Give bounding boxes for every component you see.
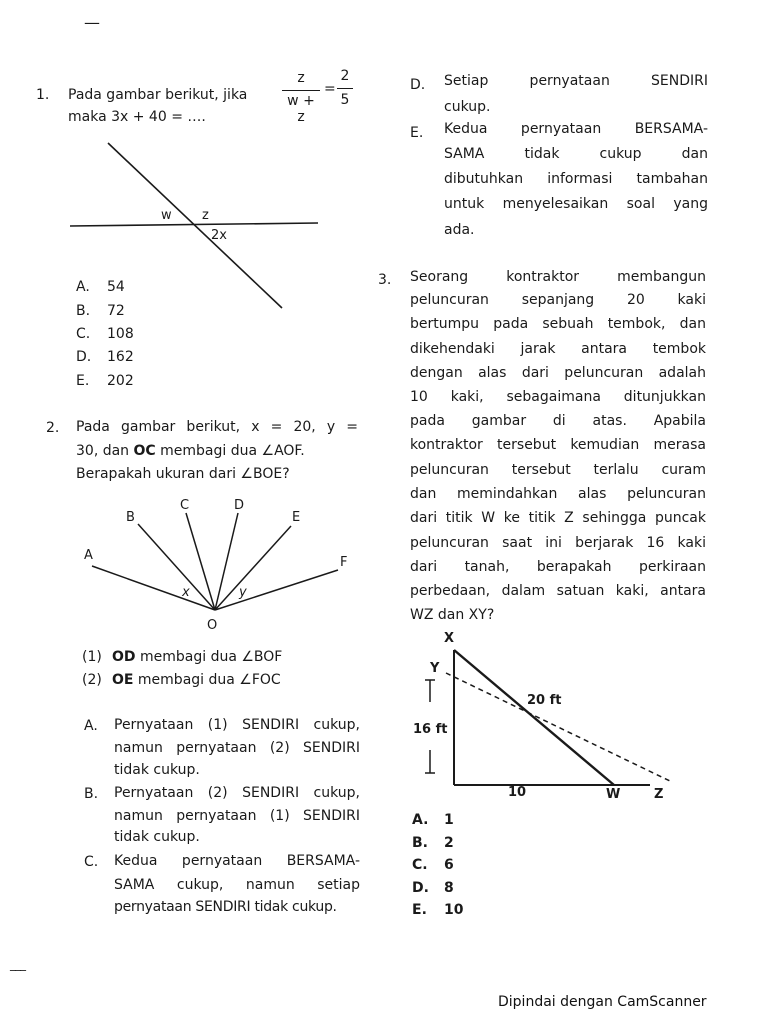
q3-line-4: dikehendaki jarak antara tembok	[410, 341, 706, 357]
q3-line-10: dan memindahkan alas peluncuran	[410, 486, 706, 502]
q1-frac2-bar	[337, 88, 353, 89]
q2-label-o: O	[207, 618, 218, 633]
q3-label-y: Y	[430, 661, 440, 676]
q2-label-d: D	[234, 498, 245, 513]
q1-option-a[interactable]: 54	[107, 279, 125, 295]
q3-line-6: 10 kaki, sebagaimana ditunjukkan	[410, 389, 706, 405]
q1-equals: =	[324, 81, 336, 97]
q3-option-c-letter: C.	[412, 857, 428, 873]
q2-statement-2	[112, 671, 281, 689]
q1-option-c-letter: C.	[76, 326, 91, 342]
q3-line-15: WZ dan XY?	[410, 607, 495, 623]
q3-line-14: perbedaan, dalam satuan kaki, antara	[410, 583, 706, 599]
q3-label-20ft: 20 ft	[527, 693, 562, 708]
q2-label-x: x	[182, 585, 190, 600]
q3-figure	[410, 630, 690, 800]
q2-option-c-line-3: pernyataan SENDIRI tidak cukup.	[114, 899, 337, 915]
q1-text-a: Pada gambar berikut, jika	[68, 87, 248, 103]
q2-option-a-line-2: namun pernyataan (2) SENDIRI	[114, 740, 360, 756]
q3-option-d-letter: D.	[412, 880, 429, 896]
q3-option-b-letter: B.	[412, 835, 428, 851]
q2-line-3: Berapakah ukuran dari ∠BOE?	[76, 466, 290, 482]
q2-ray-ob	[138, 524, 215, 610]
q2-option-e-line-5: ada.	[444, 222, 475, 238]
q2-statement-2-num: (2)	[82, 672, 102, 688]
q1-option-b[interactable]: 72	[107, 303, 125, 319]
q2-ray-oc	[186, 513, 215, 610]
q3-line-13: dari tanah, berapakah perkiraan	[410, 559, 706, 575]
q2-option-a-line-1: Pernyataan (1) SENDIRI cukup,	[114, 717, 360, 733]
q3-line-7: pada gambar di atas. Apabila	[410, 413, 706, 429]
q3-label-w: W	[606, 787, 621, 802]
q2-statement-1-num: (1)	[82, 649, 102, 665]
q1-option-e-letter: E.	[76, 373, 90, 389]
q3-line-8: kontraktor tersebut kemudian merasa	[410, 437, 706, 453]
q3-label-16ft: 16 ft	[413, 722, 448, 737]
q2-statement-1-text: membagi dua ∠BOF	[135, 649, 283, 665]
q3-line-12: peluncuran saat ini berjarak 16 kaki	[410, 535, 706, 551]
q1-option-e[interactable]: 202	[107, 373, 134, 389]
q2-line-2	[76, 442, 305, 460]
q2-option-c-letter: C.	[84, 854, 99, 870]
q2-statement-1-bold: OD	[112, 649, 136, 665]
q3-line-3: bertumpu pada sebuah tembok, dan	[410, 316, 706, 332]
q3-number: 3.	[378, 272, 392, 288]
q2-option-b-line-2: namun pernyataan (1) SENDIRI	[114, 808, 360, 824]
q2-label-f: F	[340, 555, 348, 570]
q2-label-a: A	[84, 548, 93, 563]
q2-statement-1	[112, 648, 282, 666]
q3-option-e[interactable]: 10	[444, 902, 464, 918]
q3-line-11: dari titik W ke titik Z sehingga puncak	[410, 510, 706, 526]
q1-frac1-bar	[282, 90, 320, 91]
q1-frac2-num: 2	[340, 68, 350, 84]
q2-ray-oa	[92, 566, 215, 610]
q3-line-9: peluncuran tersebut terlalu curam	[410, 462, 706, 478]
q2-option-a-line-3: tidak cukup.	[114, 762, 200, 778]
q3-line-1: Seorang kontraktor membangun	[410, 269, 706, 285]
camscanner-watermark: Dipindai dengan CamScanner	[498, 994, 707, 1010]
q1-figure	[60, 135, 330, 315]
q1-frac1-den: w + z	[287, 93, 315, 125]
q2-line-1: Pada gambar berikut, x = 20, y =	[76, 419, 358, 435]
q2-option-a-letter: A.	[84, 718, 98, 734]
q3-label-z: Z	[654, 787, 664, 802]
q1-label-z: z	[202, 208, 209, 223]
q1-option-d-letter: D.	[76, 349, 92, 365]
q2-line-2-b: membagi dua ∠AOF.	[155, 443, 305, 459]
q2-option-b-letter: B.	[84, 786, 99, 802]
q2-option-e-line-2: SAMA tidak cukup dan	[444, 146, 708, 162]
q1-option-b-letter: B.	[76, 303, 91, 319]
q2-option-d-letter: D.	[410, 77, 426, 93]
q1-option-d[interactable]: 162	[107, 349, 134, 365]
q3-ramp-yz-dashed	[446, 673, 672, 782]
page-corner-mark: ___	[10, 957, 25, 971]
q2-number: 2.	[46, 420, 60, 436]
q1-text-b: maka 3x + 40 = ….	[68, 109, 206, 125]
q3-option-b[interactable]: 2	[444, 835, 454, 851]
q2-option-b-line-3: tidak cukup.	[114, 829, 200, 845]
q3-option-a[interactable]: 1	[444, 812, 454, 828]
q1-option-a-letter: A.	[76, 279, 90, 295]
q1-frac1-num: z	[297, 70, 305, 86]
header-mark: —	[84, 13, 100, 32]
q1-option-c[interactable]: 108	[107, 326, 134, 342]
q2-statement-2-bold: OE	[112, 672, 134, 688]
q2-option-e-line-4: untuk menyelesaikan soal yang	[444, 196, 708, 212]
q2-label-b: B	[126, 510, 135, 525]
q2-option-e-letter: E.	[410, 125, 424, 141]
q3-option-c[interactable]: 6	[444, 857, 454, 873]
q2-option-e-line-3: dibutuhkan informasi tambahan	[444, 171, 708, 187]
q2-option-d-line-2: cukup.	[444, 99, 491, 115]
q3-line-2: peluncuran sepanjang 20 kaki	[410, 292, 706, 308]
q3-option-e-letter: E.	[412, 902, 427, 918]
q3-option-a-letter: A.	[412, 812, 429, 828]
q2-option-c-line-1: Kedua pernyataan BERSAMA-	[114, 853, 360, 869]
q2-label-c: C	[180, 498, 190, 513]
q2-figure	[80, 500, 360, 620]
q3-ramp-xw	[454, 650, 614, 785]
q2-option-e-line-1: Kedua pernyataan BERSAMA-	[444, 121, 708, 137]
q1-label-w: w	[161, 208, 172, 223]
q3-label-10: 10	[508, 785, 527, 800]
q2-option-b-line-1: Pernyataan (2) SENDIRI cukup,	[114, 785, 360, 801]
q2-statement-2-text: membagi dua ∠FOC	[133, 672, 281, 688]
q1-label-2x: 2x	[211, 228, 227, 243]
q1-number: 1.	[36, 87, 50, 103]
q2-line-2-bold: OC	[133, 443, 156, 459]
q1-frac2-den: 5	[340, 92, 350, 108]
q3-label-x: X	[444, 631, 455, 646]
q2-option-d-line-1: Setiap pernyataan SENDIRI	[444, 73, 708, 89]
q2-label-e: E	[292, 510, 301, 525]
q3-option-d[interactable]: 8	[444, 880, 454, 896]
q2-ray-od	[215, 513, 238, 610]
q3-line-5: dengan alas dari peluncuran adalah	[410, 365, 706, 381]
q2-line-2-a: 30, dan	[76, 443, 134, 459]
q2-option-c-line-2: SAMA cukup, namun setiap	[114, 877, 360, 893]
q2-label-y: y	[239, 585, 247, 600]
